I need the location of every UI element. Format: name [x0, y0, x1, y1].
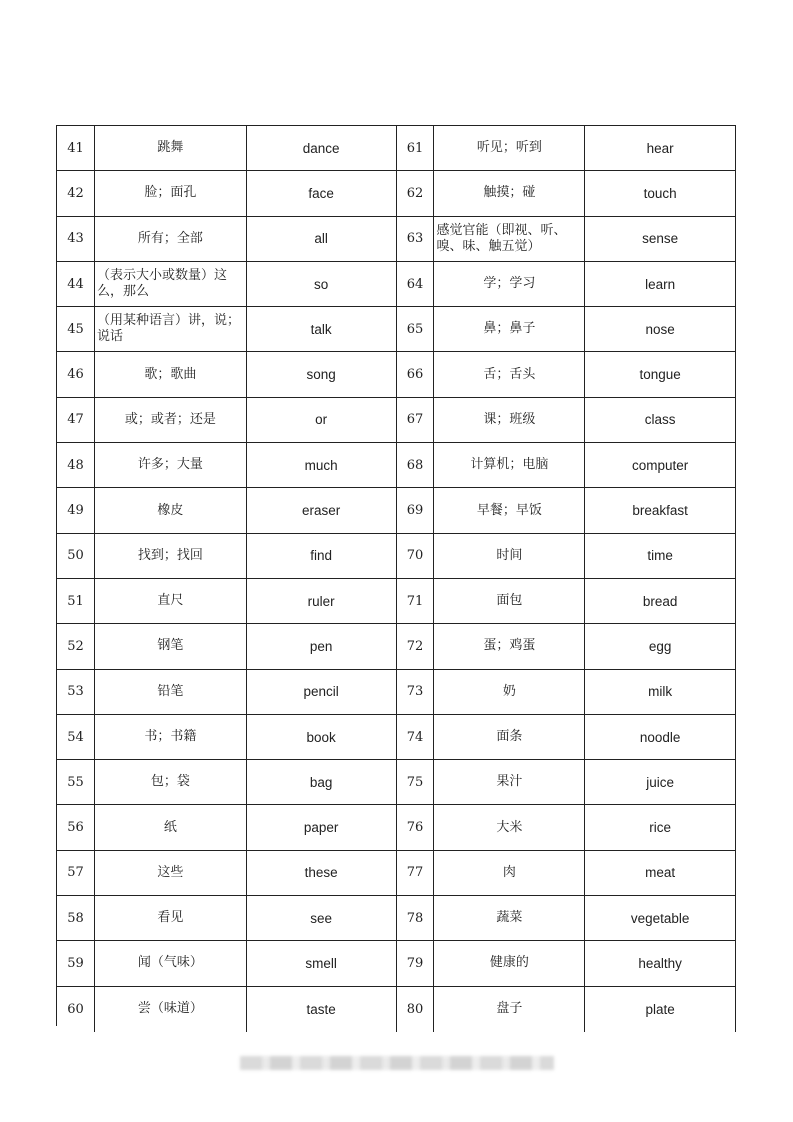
row-number-left: 51 — [57, 579, 95, 623]
table-row — [57, 851, 736, 896]
chinese-meaning-right: 奶 — [434, 670, 585, 714]
row-number-right: 73 — [397, 670, 435, 714]
row-number-left: 53 — [57, 670, 95, 714]
chinese-meaning-right: 鼻；鼻子 — [434, 307, 585, 351]
chinese-meaning-left: 所有；全部 — [95, 217, 247, 261]
row-number-right: 79 — [397, 941, 435, 985]
chinese-meaning-left: 书；书籍 — [95, 715, 247, 759]
table-row — [57, 217, 736, 262]
english-word-left: ruler — [247, 579, 397, 623]
table-row — [57, 534, 736, 579]
chinese-meaning-left: 跳舞 — [95, 126, 247, 170]
chinese-meaning-left: （用某种语言）讲，说；说话 — [95, 307, 247, 351]
row-number-right: 62 — [397, 171, 435, 215]
chinese-meaning-left: 看见 — [95, 896, 247, 940]
chinese-meaning-right: 触摸；碰 — [434, 171, 585, 215]
english-word-left: song — [247, 352, 397, 396]
chinese-meaning-left: 许多；大量 — [95, 443, 247, 487]
chinese-meaning-left: 这些 — [95, 851, 247, 895]
english-word-right: noodle — [585, 715, 736, 759]
table-row — [57, 579, 736, 624]
english-word-left: find — [247, 534, 397, 578]
chinese-meaning-left: 直尺 — [95, 579, 247, 623]
chinese-meaning-right: 果汁 — [434, 760, 585, 804]
english-word-right: plate — [585, 987, 736, 1032]
row-number-left: 42 — [57, 171, 95, 215]
english-word-right: juice — [585, 760, 736, 804]
row-number-left: 49 — [57, 488, 95, 532]
english-word-right: hear — [585, 126, 736, 170]
english-word-right: rice — [585, 805, 736, 849]
row-number-right: 72 — [397, 624, 435, 668]
row-number-right: 69 — [397, 488, 435, 532]
english-word-right: time — [585, 534, 736, 578]
row-number-right: 76 — [397, 805, 435, 849]
english-word-left: face — [247, 171, 397, 215]
table-row — [57, 126, 736, 171]
row-number-left: 47 — [57, 398, 95, 442]
english-word-right: class — [585, 398, 736, 442]
row-number-right: 78 — [397, 896, 435, 940]
blurred-footer — [240, 1056, 554, 1070]
chinese-meaning-right: 蛋；鸡蛋 — [434, 624, 585, 668]
english-word-left: dance — [247, 126, 397, 170]
chinese-meaning-right: 早餐；早饭 — [434, 488, 585, 532]
english-word-right: breakfast — [585, 488, 736, 532]
row-number-right: 80 — [397, 987, 435, 1032]
row-number-right: 65 — [397, 307, 435, 351]
english-word-left: talk — [247, 307, 397, 351]
row-number-right: 77 — [397, 851, 435, 895]
english-word-left: book — [247, 715, 397, 759]
chinese-meaning-right: 健康的 — [434, 941, 585, 985]
chinese-meaning-right: 学；学习 — [434, 262, 585, 306]
english-word-left: so — [247, 262, 397, 306]
row-number-left: 44 — [57, 262, 95, 306]
row-number-left: 59 — [57, 941, 95, 985]
english-word-right: sense — [585, 217, 736, 261]
row-number-left: 41 — [57, 126, 95, 170]
chinese-meaning-right: 计算机；电脑 — [434, 443, 585, 487]
chinese-meaning-left: 找到；找回 — [95, 534, 247, 578]
english-word-right: nose — [585, 307, 736, 351]
row-number-left: 60 — [57, 987, 95, 1032]
row-number-right: 61 — [397, 126, 435, 170]
vocabulary-table — [56, 125, 736, 1026]
english-word-right: milk — [585, 670, 736, 714]
chinese-meaning-right: 听见；听到 — [434, 126, 585, 170]
chinese-meaning-left: 包；袋 — [95, 760, 247, 804]
table-row — [57, 352, 736, 397]
row-number-right: 63 — [397, 217, 435, 261]
chinese-meaning-right: 大米 — [434, 805, 585, 849]
table-row — [57, 760, 736, 805]
row-number-right: 75 — [397, 760, 435, 804]
row-number-left: 58 — [57, 896, 95, 940]
table-row — [57, 670, 736, 715]
chinese-meaning-left: 尝（味道） — [95, 987, 247, 1032]
table-row — [57, 805, 736, 850]
row-number-left: 48 — [57, 443, 95, 487]
english-word-left: or — [247, 398, 397, 442]
table-row — [57, 941, 736, 986]
english-word-right: touch — [585, 171, 736, 215]
row-number-left: 56 — [57, 805, 95, 849]
table-row — [57, 262, 736, 307]
row-number-left: 43 — [57, 217, 95, 261]
chinese-meaning-left: 闻（气味） — [95, 941, 247, 985]
row-number-right: 66 — [397, 352, 435, 396]
chinese-meaning-right: 面包 — [434, 579, 585, 623]
chinese-meaning-right: 感觉官能（即视、听、嗅、味、触五觉） — [434, 217, 585, 261]
row-number-left: 45 — [57, 307, 95, 351]
chinese-meaning-left: 或；或者；还是 — [95, 398, 247, 442]
table-row — [57, 987, 736, 1032]
english-word-left: see — [247, 896, 397, 940]
table-row — [57, 896, 736, 941]
english-word-left: all — [247, 217, 397, 261]
english-word-right: bread — [585, 579, 736, 623]
row-number-right: 70 — [397, 534, 435, 578]
english-word-right: healthy — [585, 941, 736, 985]
chinese-meaning-right: 面条 — [434, 715, 585, 759]
row-number-left: 57 — [57, 851, 95, 895]
row-number-left: 52 — [57, 624, 95, 668]
row-number-right: 74 — [397, 715, 435, 759]
chinese-meaning-left: 歌；歌曲 — [95, 352, 247, 396]
chinese-meaning-left: 橡皮 — [95, 488, 247, 532]
english-word-left: pen — [247, 624, 397, 668]
row-number-left: 50 — [57, 534, 95, 578]
row-number-left: 46 — [57, 352, 95, 396]
english-word-left: eraser — [247, 488, 397, 532]
chinese-meaning-left: 脸；面孔 — [95, 171, 247, 215]
english-word-left: much — [247, 443, 397, 487]
english-word-left: taste — [247, 987, 397, 1032]
chinese-meaning-right: 蔬菜 — [434, 896, 585, 940]
english-word-left: pencil — [247, 670, 397, 714]
chinese-meaning-right: 肉 — [434, 851, 585, 895]
chinese-meaning-left: 铅笔 — [95, 670, 247, 714]
english-word-right: computer — [585, 443, 736, 487]
chinese-meaning-left: 钢笔 — [95, 624, 247, 668]
row-number-right: 68 — [397, 443, 435, 487]
table-row — [57, 171, 736, 216]
table-row — [57, 398, 736, 443]
row-number-right: 64 — [397, 262, 435, 306]
row-number-left: 55 — [57, 760, 95, 804]
chinese-meaning-left: 纸 — [95, 805, 247, 849]
row-number-right: 71 — [397, 579, 435, 623]
english-word-left: bag — [247, 760, 397, 804]
english-word-right: vegetable — [585, 896, 736, 940]
table-row — [57, 624, 736, 669]
english-word-left: these — [247, 851, 397, 895]
row-number-left: 54 — [57, 715, 95, 759]
table-row — [57, 307, 736, 352]
chinese-meaning-right: 时间 — [434, 534, 585, 578]
chinese-meaning-right: 舌；舌头 — [434, 352, 585, 396]
english-word-right: tongue — [585, 352, 736, 396]
table-row — [57, 488, 736, 533]
row-number-right: 67 — [397, 398, 435, 442]
chinese-meaning-left: （表示大小或数量）这么，那么 — [95, 262, 247, 306]
english-word-right: meat — [585, 851, 736, 895]
table-row — [57, 715, 736, 760]
english-word-right: learn — [585, 262, 736, 306]
table-row — [57, 443, 736, 488]
chinese-meaning-right: 盘子 — [434, 987, 585, 1032]
english-word-right: egg — [585, 624, 736, 668]
english-word-left: smell — [247, 941, 397, 985]
chinese-meaning-right: 课；班级 — [434, 398, 585, 442]
english-word-left: paper — [247, 805, 397, 849]
